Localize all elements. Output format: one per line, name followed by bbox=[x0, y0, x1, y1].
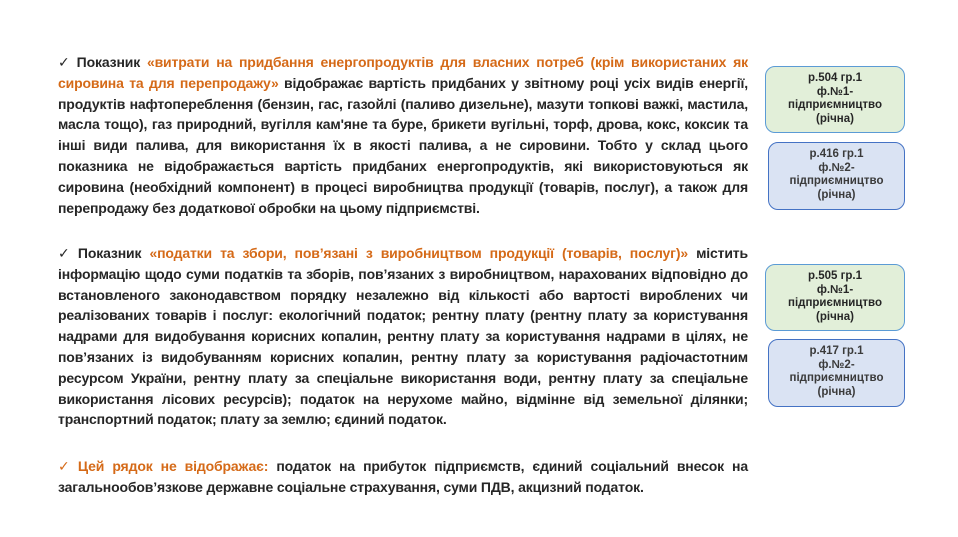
ref-box-r417 bbox=[768, 339, 905, 407]
ref-box-r504 bbox=[765, 66, 905, 133]
ref-box-r416 bbox=[768, 142, 905, 210]
paragraph-body: містить інформацію щодо суми податків та зборів, пов’язаних з виробництвом, нарахованих відповідно до встановленого законодавством порядку незалежно від кількості або вартості вироблених чи реалізованих товарів і послуг: екологічний податок; рентну плату (рентну плату за користування надрами для видобування корисних копалин, рентну плату за користування надрами в цілях, не пов’язаних із видобуванням корисних копалин, рентну плату за користування радіочастотним ресурсом України, рентну плату за спеціальне використання води, рентну плату за спеціальне використання лісових ресурсів); податок на нерухоме майно, відмінне від земельної ділянки; транспортний податок; плату за землю; єдиний податок. bbox=[58, 245, 748, 428]
ref-form-type: підприємництво bbox=[788, 99, 882, 111]
ref-row: р.416 гр.1 bbox=[809, 148, 864, 160]
ref-form-type: підприємництво bbox=[788, 297, 882, 309]
ref-period: (річна) bbox=[817, 385, 856, 398]
indicator-name: «податки та збори, пов’язані з виробництвом продукції (товарів, послуг)» bbox=[149, 245, 688, 261]
exclusion-heading: Цей рядок не відображає: bbox=[77, 458, 269, 474]
paragraph-lead: Показник bbox=[76, 54, 141, 70]
paragraph-body: відображає вартість придбаних у звітному році усіх видів енергії, продуктів нафтопереблення (бензин, гас, газойлі (паливо дизельне), мазути топкові важкі, мастила, масла тощо), газ природний, вугілля кам'яне та буре, брикети вугільні, торф, дрова, кокс, коксик та інші види палива, для використання їх в якості палива, а не сировини. Тобто у склад цього показника не відображається вартість придбаних енергопродуктів, які використовуються як сировина (необхідний компонент) в процесі виробництва продукції (товарів, послуг), а також для перепродажу без додаткової обробки на цьому підприємстві. bbox=[58, 74, 748, 216]
ref-form: ф.№1- bbox=[816, 283, 854, 296]
checkmark-icon: ✓ bbox=[58, 245, 74, 261]
ref-row: р.505 гр.1 bbox=[807, 270, 862, 282]
ref-form: ф.№1- bbox=[816, 85, 854, 98]
ref-form: ф.№2- bbox=[818, 358, 855, 371]
paragraph-taxes bbox=[58, 243, 748, 430]
ref-row: р.504 гр.1 bbox=[807, 72, 862, 84]
ref-form-type: підприємництво bbox=[789, 372, 884, 384]
ref-period: (річна) bbox=[816, 112, 854, 125]
ref-period: (річна) bbox=[816, 310, 854, 323]
ref-form-type: підприємництво bbox=[789, 175, 884, 187]
ref-box-r505 bbox=[765, 264, 905, 331]
paragraph-exclusions bbox=[58, 456, 748, 498]
indicator-name: «витрати на придбання енергопродуктів для власних потреб (крім використаних як сировина та для перепродажу» bbox=[58, 54, 748, 91]
ref-row: р.417 гр.1 bbox=[809, 345, 864, 357]
checkmark-icon: ✓ bbox=[58, 54, 73, 70]
paragraph-lead: Показник bbox=[77, 245, 142, 261]
ref-form: ф.№2- bbox=[818, 161, 855, 174]
paragraph-energy-expenses bbox=[58, 52, 748, 218]
paragraph-body: податок на прибуток підприємств, єдиний соціальний внесок на загальнообов’язкове державне соціальне страхування, суми ПДВ, акцизний податок. bbox=[58, 458, 748, 495]
checkmark-icon: ✓ bbox=[58, 458, 74, 474]
ref-period: (річна) bbox=[817, 188, 856, 201]
